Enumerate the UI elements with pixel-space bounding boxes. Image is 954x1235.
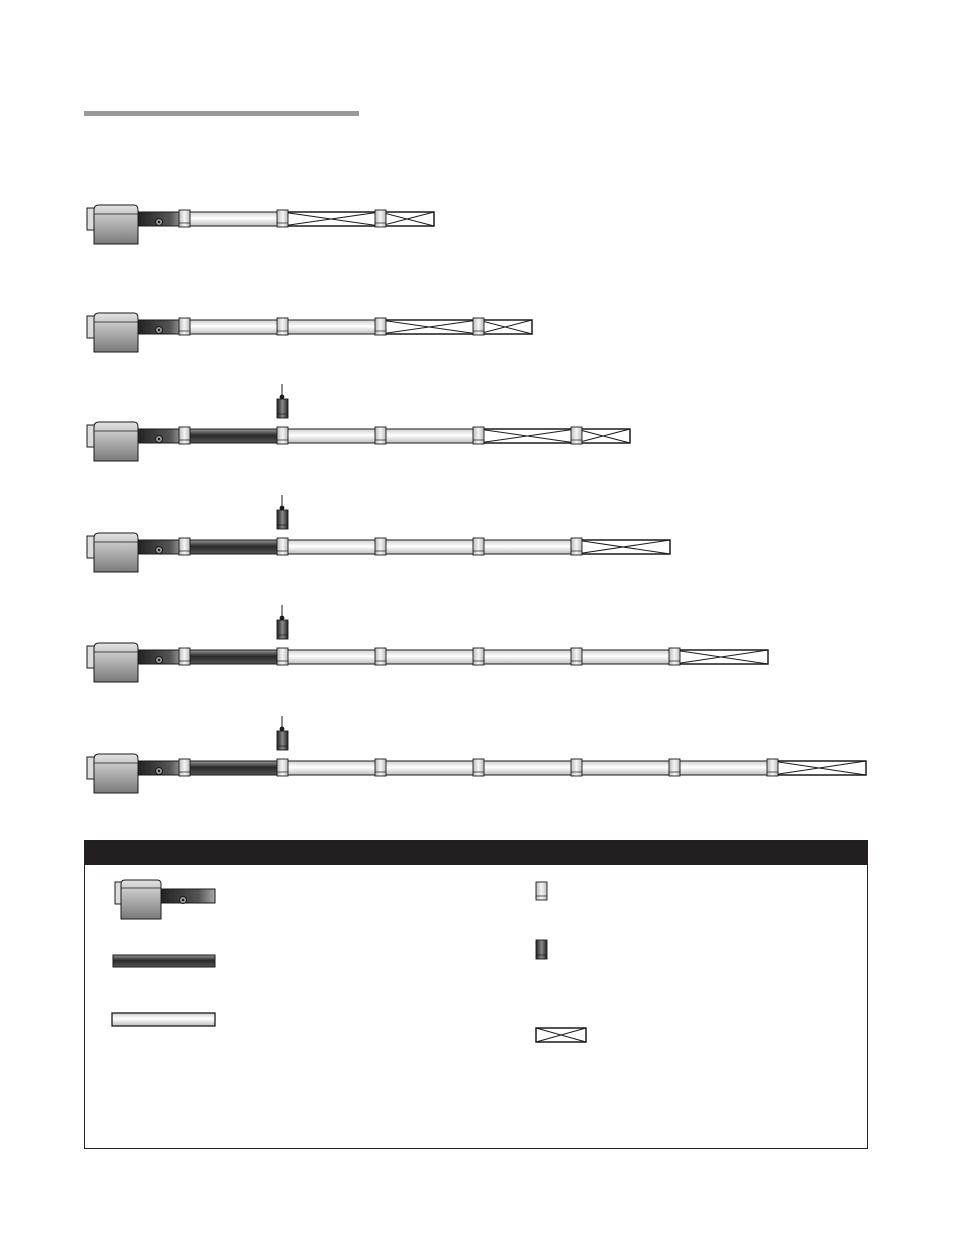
- emitter-tube-section: [478, 761, 576, 775]
- tube-coupling-icon: [473, 538, 484, 555]
- emitter-tube-section: [282, 650, 380, 664]
- tube-coupling-icon: [277, 210, 288, 227]
- burner-unit-icon: [87, 754, 184, 793]
- tube-coupling-icon: [179, 759, 190, 776]
- emitter-tube-section: [380, 540, 478, 554]
- tube-coupling-icon: [375, 210, 386, 227]
- radiant-tube-section: [184, 650, 282, 664]
- tube-coupling-icon: [375, 318, 386, 335]
- reflector-end-cap-icon: [536, 1028, 586, 1042]
- tube-coupling-icon: [571, 427, 582, 444]
- reflector-end-section: [478, 429, 576, 443]
- tube-coupling-icon: [277, 318, 288, 335]
- burner-unit-icon: [87, 422, 184, 461]
- emitter-tube-section: [184, 320, 282, 334]
- legend-panel: [84, 840, 868, 1149]
- hanger-coupling-icon: [277, 495, 288, 529]
- tube-coupling-icon: [767, 759, 778, 776]
- burner-unit-icon: [87, 533, 184, 572]
- reflector-end-section: [576, 540, 670, 554]
- reflector-end-section: [772, 761, 866, 775]
- reflector-end-section: [380, 212, 434, 226]
- emitter-tube-section: [282, 761, 380, 775]
- radiant-tube-section: [184, 429, 282, 443]
- tube-coupling-icon: [375, 538, 386, 555]
- tube-coupling-icon: [179, 538, 190, 555]
- tube-coupling-icon: [473, 427, 484, 444]
- emitter-tube-section: [282, 429, 380, 443]
- tube-coupling-icon: [536, 882, 547, 900]
- emitter-tube-section: [184, 212, 282, 226]
- configuration-row: [87, 716, 866, 793]
- reflector-end-section: [282, 212, 380, 226]
- radiant-tube-section: [184, 761, 282, 775]
- reflector-end-section: [576, 429, 630, 443]
- burner-unit-icon: [87, 643, 184, 682]
- tube-coupling-icon: [375, 648, 386, 665]
- tube-coupling-icon: [277, 538, 288, 555]
- tube-coupling-icon: [179, 318, 190, 335]
- configuration-row: [87, 605, 768, 682]
- radiant-tube-icon: [113, 955, 215, 967]
- configuration-row: [87, 205, 434, 244]
- tube-coupling-icon: [669, 759, 680, 776]
- radiant-tube-section: [184, 540, 282, 554]
- burner-unit-icon: [87, 205, 184, 244]
- hanger-coupling-icon: [277, 716, 288, 750]
- tube-coupling-icon: [571, 538, 582, 555]
- emitter-tube-section: [380, 761, 478, 775]
- tube-coupling-icon: [571, 759, 582, 776]
- emitter-tube-section: [380, 429, 478, 443]
- tube-coupling-icon: [473, 759, 484, 776]
- tube-coupling-icon: [277, 759, 288, 776]
- hanger-coupling-icon: [277, 384, 288, 418]
- emitter-tube-section: [478, 650, 576, 664]
- tube-coupling-icon: [375, 427, 386, 444]
- tube-coupling-icon: [277, 427, 288, 444]
- tube-coupling-icon: [375, 759, 386, 776]
- emitter-tube-section: [282, 320, 380, 334]
- tube-coupling-icon: [277, 648, 288, 665]
- reflector-end-section: [478, 320, 532, 334]
- tube-coupling-icon: [179, 648, 190, 665]
- configuration-row: [87, 313, 532, 352]
- tube-coupling-icon: [571, 648, 582, 665]
- configuration-row: [87, 384, 630, 461]
- burner-unit-icon: [87, 313, 184, 352]
- reflector-end-section: [674, 650, 768, 664]
- emitter-tube-section: [478, 540, 576, 554]
- emitter-tube-section: [576, 650, 674, 664]
- tube-coupling-icon: [179, 210, 190, 227]
- hanger-coupling-icon: [536, 940, 547, 959]
- emitter-tube-section: [380, 650, 478, 664]
- tube-coupling-icon: [669, 648, 680, 665]
- tube-coupling-icon: [473, 318, 484, 335]
- burner-unit-icon: [115, 880, 215, 919]
- emitter-tube-section: [576, 761, 674, 775]
- hanger-coupling-icon: [277, 605, 288, 639]
- emitter-tube-icon: [112, 1013, 215, 1026]
- emitter-tube-section: [282, 540, 380, 554]
- configuration-row: [87, 495, 670, 572]
- tube-coupling-icon: [179, 427, 190, 444]
- tube-coupling-icon: [473, 648, 484, 665]
- emitter-tube-section: [674, 761, 772, 775]
- reflector-end-section: [380, 320, 478, 334]
